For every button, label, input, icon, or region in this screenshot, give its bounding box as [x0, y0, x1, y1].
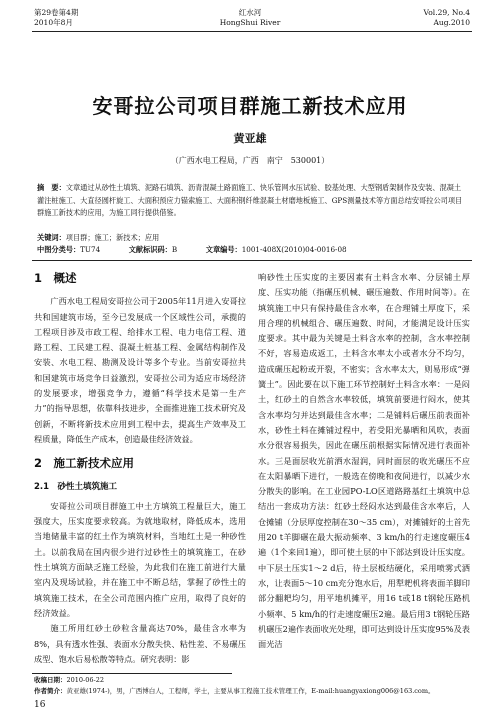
author-name: 黄亚雄: [233, 132, 267, 145]
header-journal-name: 红水河: [238, 8, 262, 17]
doc-code-label: 文献标识码：: [128, 245, 172, 254]
abstract-rule: [32, 260, 472, 261]
left-column: [34, 262, 246, 667]
header-rule: [32, 31, 472, 32]
keywords-label: 关键词：: [37, 233, 66, 242]
abstract-text: 文章通过从砂性土填筑、泥路石填筑、沥青混凝土路面施工、快乐管网水压试验、胶基处理、大型钢盾架制作及安装、混凝土灌注桩施工、大直径圆杆旋工、大面积预应力锚索施工、大面积钢纤维混凝土材磨地板施工、GPS测量技术等方面总结安哥拉公司项目群施工新技术的应用，为施工同行提供借鉴。: [37, 183, 463, 217]
section-1-paragraph: 广西水电工程局安哥拉公司于2005年11月进入安哥拉共和国建筑市场，至今已发展成一个区域性公司，承揽的工程项目涉及市政工程、给排水工程、电力电信工程、道路工程、工民建工程、混凝土桩基工程、金属结构制作及安装、水电工程、勘测及设计等多个专业。当前安哥拉共和国建筑市场竞争日益激烈，安哥拉公司为适应市场经济的发展要求，增强竞争力，遵循“科学技术是第一生产力”的指导思想，依靠科技进步，全面推进施工技术研究及创新，不断将新技术应用到工程中去，提高生产效率及工程质量，降低生产成本，创造最佳经济效益。: [34, 296, 246, 444]
header-date: 2010年8月: [34, 18, 73, 27]
footnote-bio: [34, 686, 474, 697]
section-1-heading: 1 概述: [34, 271, 77, 285]
doc-code: B: [171, 245, 178, 254]
page-number: 16: [34, 700, 46, 710]
received-date: 2010-06-22: [66, 676, 104, 684]
section-2-1-paragraph-1: 安哥拉公司项目群施工中土方填筑工程量巨大，施工强度大，压实度要求较高。为就地取材，降低成本，选用当地储量丰富的红土作为填筑材料，当地红土是一种砂性土。以前我局在国内很少进行过砂性土的填筑施工，在砂性土填筑方面缺乏施工经验，为此我们在施工前进行大量室内及现场试验，并在施工中不断总结，掌握了砂性土的填筑施工技术，在全公司范围内推广应用，取得了良好的经济效益。: [34, 500, 246, 618]
right-column: [258, 270, 470, 652]
article-id: 1001-408X(2010)04-0016-08: [241, 245, 347, 254]
bio-text: 黄亚雄(1974-)，男，广西博白人，工程师，学士，主要从事工程施工技术管理工作，E-mail:huangyaxiong006@163.com。: [66, 687, 435, 695]
right-column-paragraph: 响砂性土压实度的主要因素有土料含水率、分层铺土厚度、压实功能（指碾压机械、碾压遍数、作用时间等）。在填筑施工中只有保持最佳含水率，在合理铺土厚度下，采用合理的机械组合、碾压遍数、时间，才能满足设计压实度要求。其中最为关键是土料含水率的控制，含水率控制不好，容易造成返工，土料含水率太小或者水分不均匀，造成碾压起粉或开裂，不密实；含水率太大，则易形成“弹簧土”。因此要在以下施工环节控制好土料含水率：一是闷土，红砂土的自然含水率较低，填筑前要进行闷水，使其含水率均匀并达到最佳含水率；二是铺料后碾压前表面补水，砂性土料在摊铺过程中，若受阳光暴晒和风吹，表面水分很容易损失，因此在碾压前根据实际情况进行表面补水。三是面层收光前洒水湿润，同时面层的收光碾压不应在太阳暴晒下进行，一般选在傍晚和夜间进行，以减少水分散失的影响。在工业园PO-LO区道路路基红土填筑中总结出一套成功方法：红砂土经闷水达到最佳含水率后，人仓摊铺（分层厚度控制在30～35 cm），对摊铺好的土首先用20 t羊脚碾在最大振动频率、3 km/h的行走速度碾压4遍（1个来回1遍），即可使土层的中下部达到设计压实度。中下层土压实1～2 d后，待土层板结硬化，采用喷雾式洒水，让表面5～10 cm充分饱水后，用犁耙机将表面羊脚印部分翻耙均匀，用平地机摊平，用16 t或18 t钢轮压路机小频率、5 km/h的行走速度碾压2遍。最后用3 t钢轮压路机碾压2遍作表面收光处理，即可达到设计压实度95%及表面光洁: [258, 272, 470, 650]
keywords-line: [37, 232, 159, 244]
bio-label: 作者简介：: [34, 687, 67, 695]
header-month: Aug.2010: [433, 18, 470, 27]
article-id-label: 文章编号：: [205, 245, 242, 254]
abstract-block: [37, 182, 467, 220]
footnote-rule: [32, 673, 232, 674]
section-2-heading: 2 施工新技术应用: [34, 456, 135, 471]
classification-line: [37, 244, 467, 256]
keywords-text: 项目群；施工；新技术；应用: [65, 233, 160, 242]
article-title: 安哥拉公司项目群施工新技术应用: [92, 94, 408, 118]
header-vol-no: Vol.29, No.4: [423, 8, 470, 17]
author-affiliation: （广西水电工程局，广西 南宁 530001）: [170, 156, 330, 165]
clc-label: 中图分类号：: [37, 245, 81, 254]
header-journal-name-en: HongShui River: [219, 18, 281, 27]
section-2-1-heading: 2.1 砂性土填筑施工: [34, 481, 118, 492]
section-2-1-paragraph-2: 施工所用红砂土砂粒含量高达70%，最佳含水率为8%，具有透水性强、表面水分散失快、粘性差、不易碾压成型、饱水后易松散等特点。研究表明：影: [34, 623, 246, 664]
footnote-received: [34, 675, 474, 686]
received-label: 收稿日期：: [34, 676, 67, 684]
header-volume-issue: 第29卷第4期: [34, 8, 79, 17]
abstract-label: 摘 要：: [37, 183, 66, 192]
clc-code: TU74: [80, 245, 101, 254]
